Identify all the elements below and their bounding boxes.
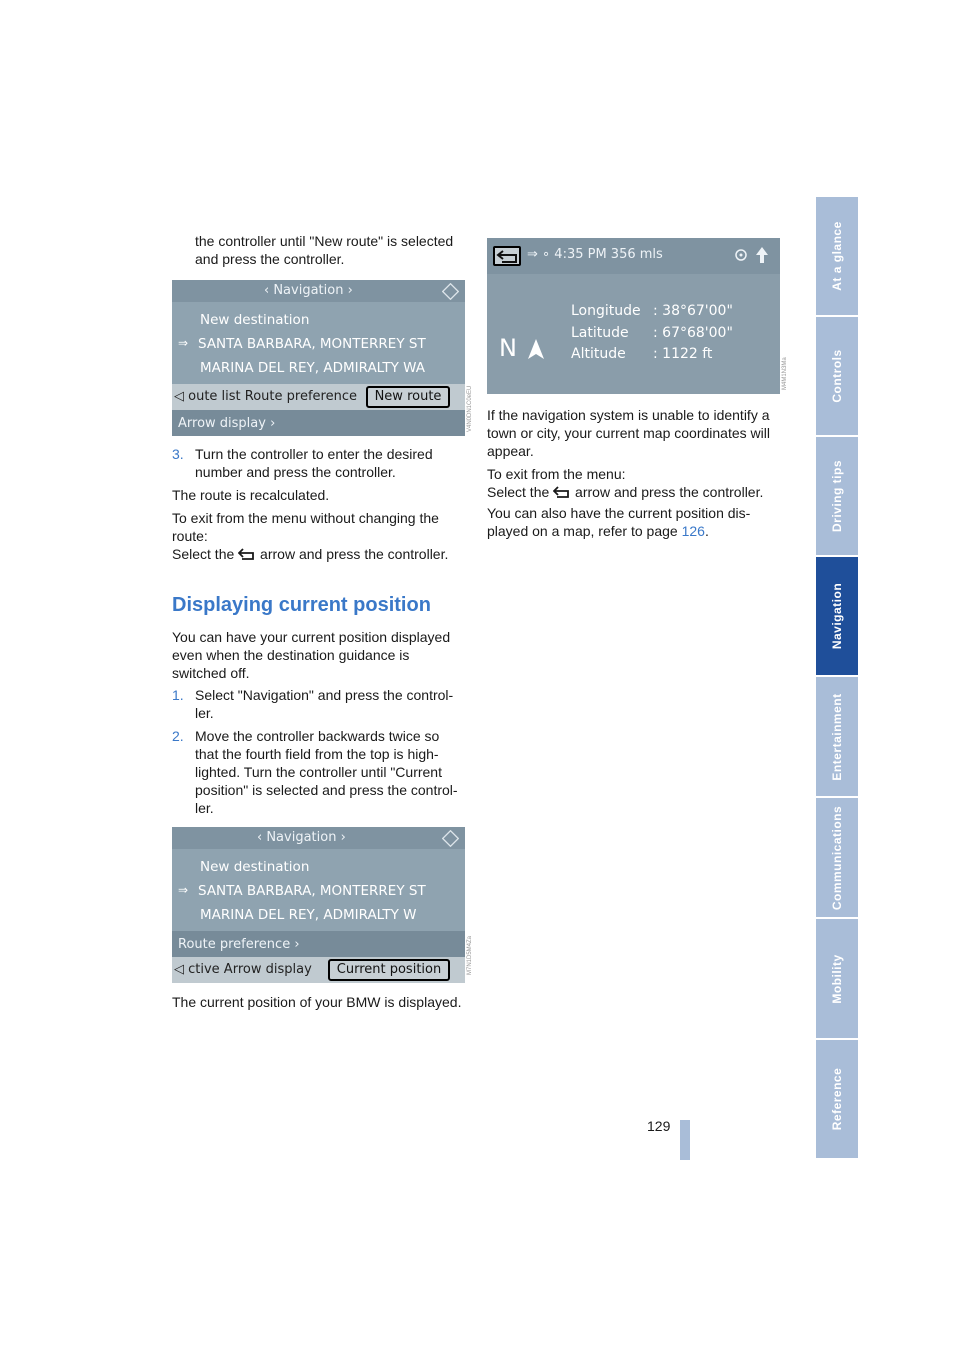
compass-arrow-icon bbox=[527, 338, 545, 360]
status-text: ⇒ ∘ 4:35 PM 356 mls bbox=[527, 247, 663, 262]
right-line-2: town or city, your current map coordinates will bbox=[487, 425, 770, 441]
back-arrow-icon bbox=[496, 249, 520, 265]
menu-bottom-bar bbox=[172, 957, 465, 983]
arrow-display-link[interactable]: ◁ ctive Arrow display bbox=[174, 962, 312, 977]
route-list-link[interactable]: ◁ oute list Route preference bbox=[174, 389, 357, 404]
step2-line-3: lighted. Turn the controller until "Current bbox=[195, 764, 442, 780]
longitude-value: : 38°67'00" bbox=[653, 303, 733, 319]
direction-arrow-icon bbox=[755, 246, 769, 264]
exit-line-1: To exit from the menu without changing the bbox=[172, 510, 439, 526]
menu-route-pref-bar bbox=[172, 931, 465, 957]
page-reference-link[interactable]: 126 bbox=[681, 523, 705, 539]
menu-bottom-bar bbox=[172, 384, 465, 410]
tab-controls[interactable]: Controls bbox=[816, 317, 858, 437]
controller-icon bbox=[442, 283, 459, 300]
exit-line-2: route: bbox=[172, 528, 208, 544]
tab-navigation[interactable]: Navigation bbox=[816, 557, 858, 677]
final-text: The current position of your BMW is displayed. bbox=[172, 994, 462, 1010]
step3-line-1: Turn the controller to enter the desired bbox=[195, 446, 433, 462]
right-also-2: played on a map, refer to page 126. bbox=[487, 523, 709, 539]
page-number: 129 bbox=[647, 1118, 671, 1134]
menu-header bbox=[172, 280, 465, 302]
altitude-value: : 1122 ft bbox=[653, 346, 713, 362]
current-position-button[interactable]: Current position bbox=[328, 959, 450, 981]
step1-line-1: Select "Navigation" and press the control- bbox=[195, 687, 454, 703]
latitude-label: Latitude bbox=[571, 325, 629, 341]
compass-north-label: N bbox=[499, 334, 517, 362]
menu-header bbox=[172, 827, 465, 849]
right-exit-1: To exit from the menu: bbox=[487, 466, 626, 482]
page-number-marker bbox=[680, 1120, 690, 1160]
intro-line-2: and press the controller. bbox=[195, 251, 345, 267]
step2-line-1: Move the controller backwards twice so bbox=[195, 728, 440, 744]
menu-header-title: ‹ Navigation › bbox=[264, 283, 353, 298]
menu-row-destination-1[interactable]: SANTA BARBARA, MONTERREY ST bbox=[198, 883, 426, 899]
menu-list bbox=[172, 849, 465, 931]
latitude-value: : 67°68'00" bbox=[653, 325, 733, 341]
step3-number: 3. bbox=[172, 446, 184, 462]
settings-icon bbox=[733, 247, 749, 263]
recalculated-text: The route is recalculated. bbox=[172, 487, 330, 503]
back-button[interactable] bbox=[493, 246, 521, 266]
nav-menu-screenshot-new-route bbox=[172, 280, 465, 436]
status-bar bbox=[487, 238, 780, 274]
tab-driving-tips[interactable]: Driving tips bbox=[816, 437, 858, 557]
step1-number: 1. bbox=[172, 687, 184, 703]
menu-header-title: ‹ Navigation › bbox=[257, 830, 346, 845]
intro-line-1: the controller until "New route" is selected bbox=[195, 233, 454, 249]
route-arrow-icon: ⇒ bbox=[178, 336, 189, 350]
longitude-label: Longitude bbox=[571, 303, 641, 319]
section-heading: Displaying current position bbox=[172, 594, 431, 616]
controller-icon bbox=[442, 830, 459, 847]
route-arrow-icon: ⇒ bbox=[178, 883, 189, 897]
tab-reference[interactable]: Reference bbox=[816, 1040, 858, 1160]
menu-row-destination-2[interactable]: MARINA DEL REY, ADMIRALTY W bbox=[200, 907, 417, 923]
current-position-screenshot bbox=[487, 238, 780, 394]
exit-line-3: Select the arrow and press the controller. bbox=[172, 546, 449, 562]
step1-line-2: ler. bbox=[195, 705, 214, 721]
nav-menu-screenshot-current-position bbox=[172, 827, 465, 983]
tab-entertainment[interactable]: Entertainment bbox=[816, 677, 858, 798]
para-line-1: You can have your current position displayed bbox=[172, 629, 451, 645]
tab-at-a-glance[interactable]: At a glance bbox=[816, 197, 858, 317]
step2-line-5: ler. bbox=[195, 800, 214, 816]
step2-number: 2. bbox=[172, 728, 184, 744]
new-route-button[interactable]: New route bbox=[366, 386, 450, 408]
right-line-3: appear. bbox=[487, 443, 534, 459]
right-exit-2: Select the arrow and press the controller. bbox=[487, 484, 764, 500]
menu-row-new-destination[interactable]: New destination bbox=[200, 859, 310, 875]
step2-line-2: that the fourth field from the top is high- bbox=[195, 746, 439, 762]
menu-row-destination-2[interactable]: MARINA DEL REY, ADMIRALTY WA bbox=[200, 360, 425, 376]
step3-line-2: number and press the controller. bbox=[195, 464, 396, 480]
para-line-2: even when the destination guidance is bbox=[172, 647, 410, 663]
menu-row-destination-1[interactable]: SANTA BARBARA, MONTERREY ST bbox=[198, 336, 426, 352]
back-arrow-icon bbox=[553, 486, 571, 498]
back-arrow-icon bbox=[238, 548, 256, 560]
image-code-3: M4M1N3Ma bbox=[782, 357, 788, 390]
route-preference-link[interactable]: Route preference › bbox=[178, 937, 300, 952]
altitude-label: Altitude bbox=[571, 346, 626, 362]
tab-communications[interactable]: Communications bbox=[816, 798, 858, 919]
right-also-1: You can also have the current position dis- bbox=[487, 505, 751, 521]
tab-mobility[interactable]: Mobility bbox=[816, 919, 858, 1040]
right-line-1: If the navigation system is unable to identify a bbox=[487, 407, 770, 423]
image-code-1: V4N0DN1C0eEU bbox=[467, 385, 473, 432]
image-code-2: M7N1D5M4Za bbox=[467, 935, 473, 975]
menu-bottom-bar-2 bbox=[172, 410, 465, 436]
menu-list bbox=[172, 302, 465, 384]
para-line-3: switched off. bbox=[172, 665, 250, 681]
step2-line-4: position" is selected and press the control- bbox=[195, 782, 458, 798]
menu-row-new-destination[interactable]: New destination bbox=[200, 312, 310, 328]
arrow-display-link[interactable]: Arrow display › bbox=[178, 416, 276, 431]
